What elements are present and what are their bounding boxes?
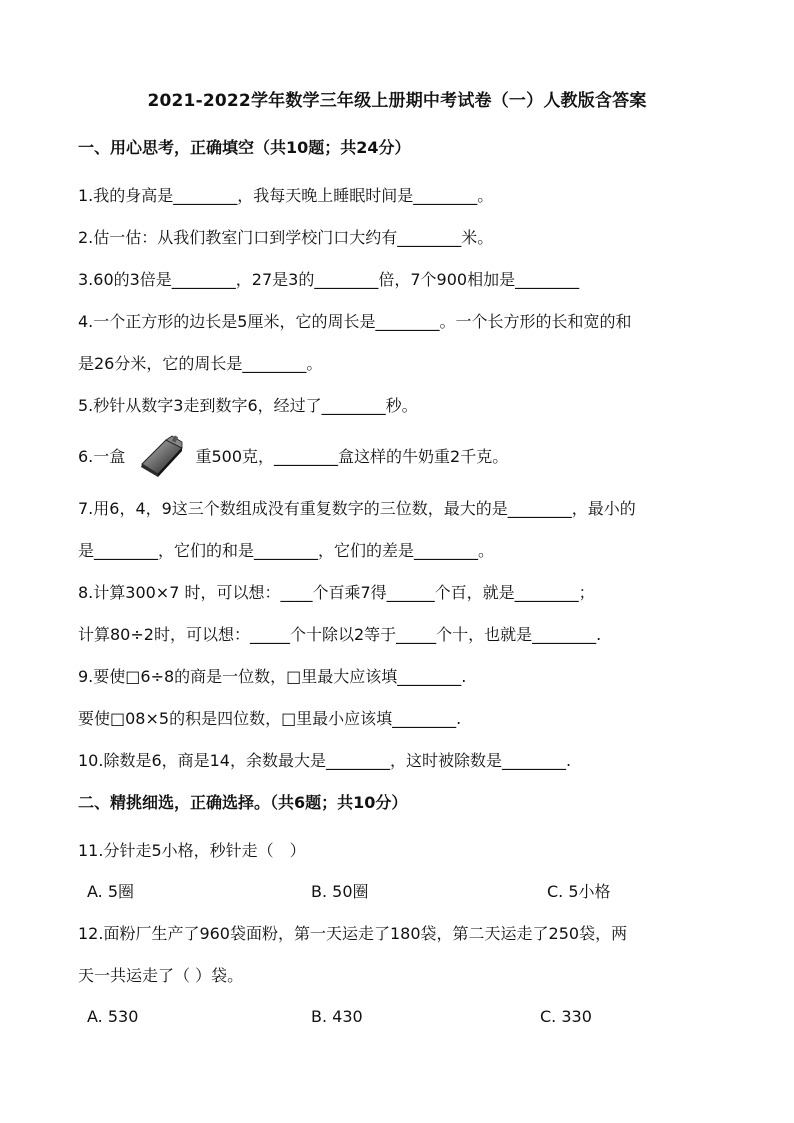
question-4-line-1: 4.一个正方形的边长是5厘米，它的周长是________。一个长方形的长和宽的和 bbox=[78, 312, 632, 331]
question-6-suffix: 重500克，________盒这样的牛奶重2千克。 bbox=[195, 447, 509, 466]
question-12-line-2: 天一共运走了（ ）袋。 bbox=[78, 966, 244, 985]
question-6-prefix: 6.一盒 bbox=[78, 447, 126, 466]
question-11-option-b: B. 50圈 bbox=[311, 882, 369, 901]
section-2-heading: 二、精挑细选，正确选择。（共6题；共10分） bbox=[78, 793, 408, 812]
question-11-option-c: C. 5小格 bbox=[547, 882, 611, 901]
question-9-line-2: 要使□08×5的积是四位数，□里最小应该填________. bbox=[78, 709, 462, 728]
question-12-option-a: A. 530 bbox=[87, 1007, 139, 1026]
question-3: 3.60的3倍是________，27是3的________倍，7个900相加是________ bbox=[78, 270, 580, 289]
question-11-option-a: A. 5圈 bbox=[87, 882, 135, 901]
question-1: 1.我的身高是________，我每天晚上睡眠时间是________。 bbox=[78, 186, 494, 205]
question-5: 5.秒针从数字3走到数字6，经过了________秒。 bbox=[78, 396, 418, 415]
question-8-line-2: 计算80÷2时，可以想：_____个十除以2等于_____个十，也就是________. bbox=[78, 625, 602, 644]
question-12-option-c: C. 330 bbox=[540, 1007, 592, 1026]
question-7-line-1: 7.用6，4，9这三个数组成没有重复数字的三位数，最大的是________，最小的 bbox=[78, 499, 636, 518]
question-2: 2.估一估：从我们教室门口到学校门口大约有________米。 bbox=[78, 228, 494, 247]
question-9-line-1: 9.要使□6÷8的商是一位数，□里最大应该填________. bbox=[78, 667, 467, 686]
question-7-line-2: 是________，它们的和是________，它们的差是________。 bbox=[78, 541, 495, 560]
question-8-line-1: 8.计算300×7 时，可以想：____个百乘7得______个百，就是________； bbox=[78, 583, 595, 602]
question-12-line-1: 12.面粉厂生产了960袋面粉，第一天运走了180袋，第二天运走了250袋，两 bbox=[78, 924, 628, 943]
milk-box-icon bbox=[136, 434, 184, 478]
question-6 bbox=[78, 446, 734, 468]
question-4-line-2: 是26分米，它的周长是________。 bbox=[78, 354, 323, 373]
question-10: 10.除数是6，商是14，余数最大是________，这时被除数是________. bbox=[78, 751, 572, 770]
section-1-heading: 一、用心思考，正确填空（共10题；共24分） bbox=[78, 138, 411, 157]
page-title: 2021-2022学年数学三年级上册期中考试卷（一）人教版含答案 bbox=[147, 91, 647, 111]
question-12-option-b: B. 430 bbox=[311, 1007, 363, 1026]
question-11: 11.分针走5小格，秒针走（ ） bbox=[78, 841, 306, 860]
